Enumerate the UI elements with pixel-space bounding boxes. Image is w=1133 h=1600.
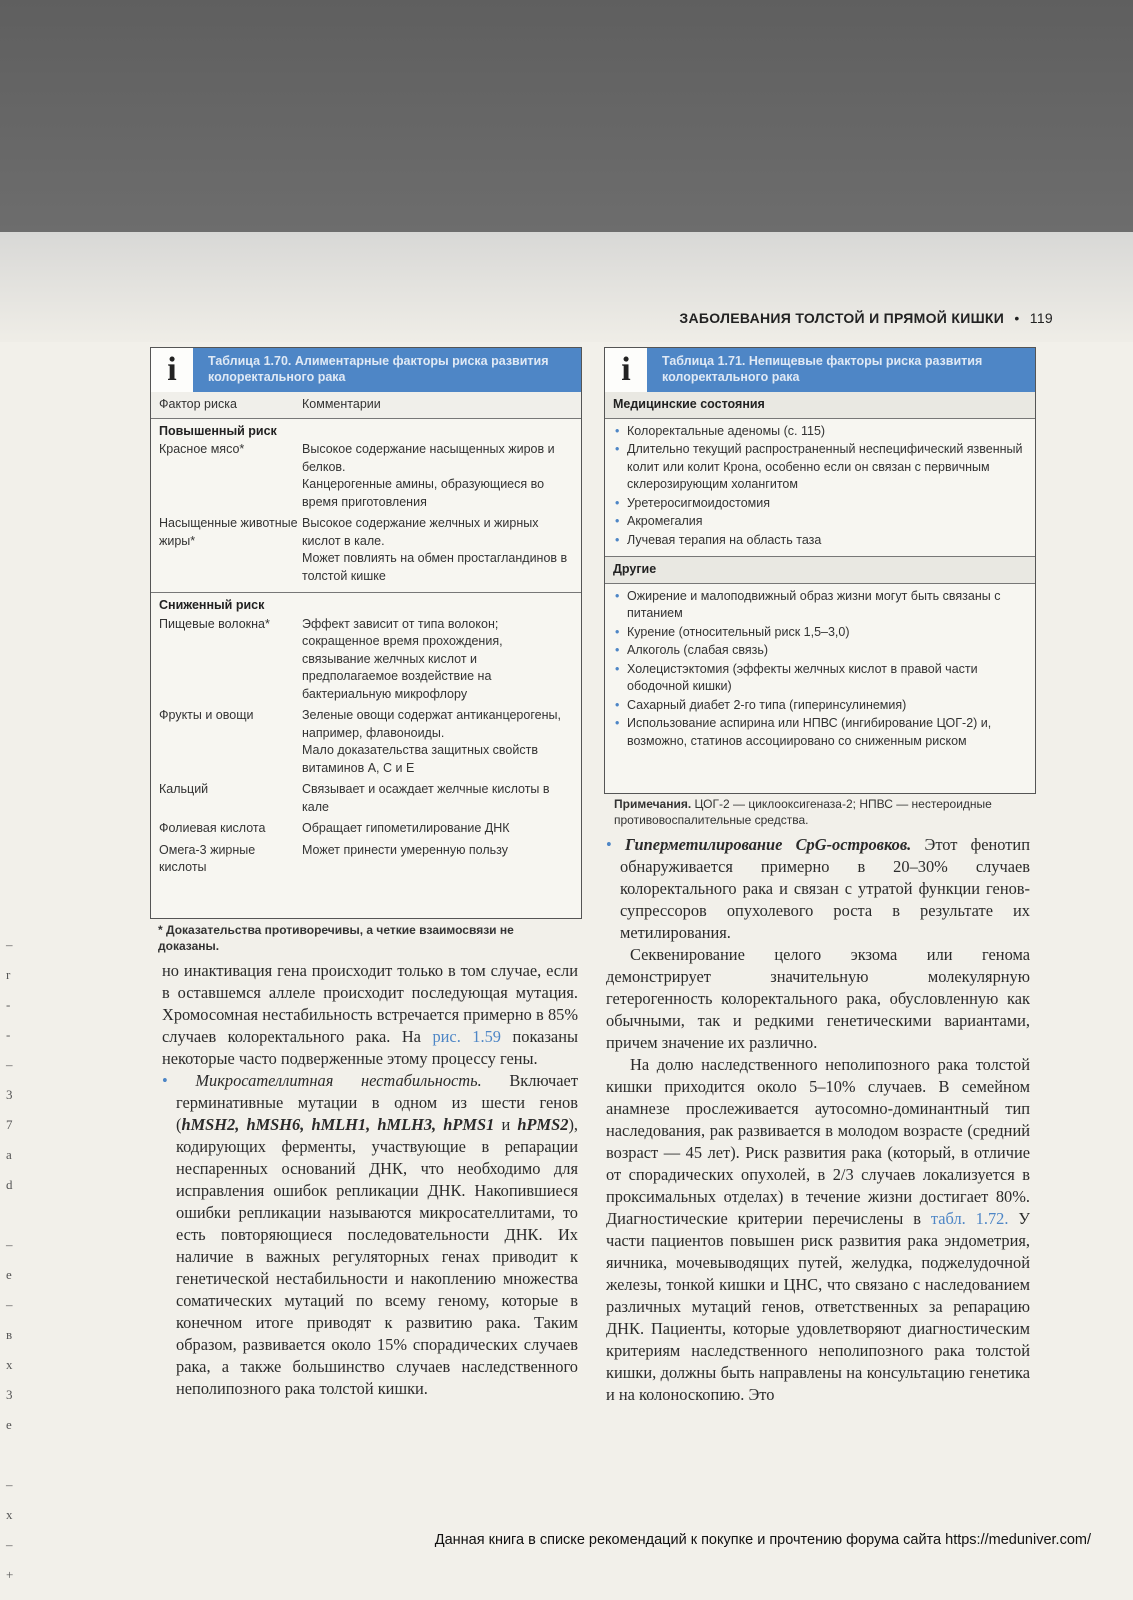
bullet-heading: Гиперметилирование CpG-островков. [624,835,912,854]
section-medical-conditions: Медицинские состояния [605,392,1035,419]
list-item: • Уретеросигмоидостомия [613,495,1027,513]
table-row [151,819,581,841]
bullet-icon: • [606,835,625,854]
margin-mark: – [6,1057,13,1072]
cell-comment: Обращает гипометилирование ДНК [302,821,510,835]
margin-mark: r [6,967,11,982]
table-alimentary-factors [150,347,582,919]
cell-comment: Высокое содержание желчных и жирных кислот в кале. Может повлиять на обмен простагландинов в толстой кишке [302,516,568,583]
right-column-text [606,834,1030,1406]
table-row [151,841,581,880]
bullet-icon: • [162,1071,196,1090]
table-row [151,440,581,514]
table-row [151,706,581,780]
paragraph [162,960,578,1070]
table-title: Таблица 1.71. Непищевые факторы риска развития колоректального рака [662,354,983,384]
running-title: ЗАБОЛЕВАНИЯ ТОЛСТОЙ И ПРЯМОЙ КИШКИ [679,310,1005,326]
header-separator: • [1014,310,1020,326]
margin-mark: + [6,1567,14,1582]
margin-mark: – [6,1297,13,1312]
column-header-comment: Комментарии [302,397,381,411]
list-item: • Использование аспирина или НПВС (ингибирование ЦОГ-2) и, возможно, статинов ассоциировано со сниженным риском [613,715,1027,750]
cell-factor: Омега-3 жирные кислоты [159,842,256,874]
cell-factor: Пищевые волокна* [159,616,270,631]
list-item: • Курение (относительный риск 1,5–3,0) [613,624,1027,642]
margin-mark [6,1440,13,1470]
text-span: Включает герминативные мутации в одном из шести генов ( [176,1071,578,1134]
section-other: Другие [605,556,1035,584]
notes-label: Примечания. [614,797,692,811]
margin-mark: e [6,1267,12,1282]
site-note: Данная книга в списке рекомендаций к покупке и прочтению форума сайта https://meduniver.com/ [434,1532,1091,1548]
info-icon: i [151,348,194,392]
table-title: Таблица 1.70. Алиментарные факторы риска развития колоректального рака [208,354,549,384]
margin-mark: a [6,1147,12,1162]
list-item: • Ожирение и малоподвижный образ жизни могут быть связаны с питанием [613,588,1027,623]
table-row [151,514,581,588]
text-span: Этот фенотип обнаруживается примерно в 20–30% случаев колоректального рака и связан с утратой функции генов-супрессоров опухолевого роста в результате их метилирования. [620,835,1030,942]
list-item: • Акромегалия [613,513,1027,531]
section-increased-risk: Повышенный риск [159,423,277,438]
figure-link[interactable]: рис. 1.59 [432,1027,501,1046]
margin-mark: – [6,1537,13,1552]
paragraph [606,1054,1030,1406]
margin-mark: – [6,937,13,952]
margin-mark: в [6,1327,13,1342]
column-header-factor: Фактор риска [159,397,237,411]
gene-name: hPMS2 [517,1115,569,1134]
margin-mark: d [6,1177,13,1192]
margin-mark: – [6,1477,13,1492]
cell-comment: Зеленые овощи содержат антиканцерогены, например, флавоноиды. Мало доказательства защитных свойств витаминов А, С и Е [302,708,561,775]
list-item: • Лучевая терапия на область таза [613,532,1027,550]
text-span: ), кодирующих ферменты, участвующие в репарации неспаренных оснований ДНК, что необходимо для исправления ошибок репликации ДНК. Накопившиеся ошибки репликации называются микросателлитами, то есть повторяющиеся последовательности ДНК. Их наличие в важных регуляторных генах приводит к генетической нестабильности и накоплению множества соматических мутаций по всему геному, которые в конечном итоге приводят к развитию рака. Таким образом, развивается около 15% спорадических случаев рака, а также большинство случаев наследственного неполипозного рака толстой кишки. [176,1115,578,1398]
page-number: 119 [1029,310,1053,326]
scan-top-band [0,0,1133,232]
margin-mark: 3 [6,1387,13,1402]
table-header [605,348,1035,392]
cell-factor: Насыщенные животные жиры* [159,516,298,548]
margin-mark: - [6,1027,11,1042]
text-span: но инактивация гена происходит только в том случае, если в оставшемся аллеле происходит последующая мутация. Хромосомная нестабильность встречается примерно в 85% случаев колоректального рака. На [162,961,578,1046]
list-item: • Колоректальные аденомы (с. 115) [613,423,1027,441]
list-other [605,584,1035,758]
cell-factor: Красное мясо* [159,442,245,456]
margin-mark: – [6,1237,13,1252]
notes-text: ЦОГ-2 — циклооксигеназа-2; НПВС — нестероидные противовоспалительные средства. [614,797,992,827]
list-item: • Алкоголь (слабая связь) [613,642,1027,660]
margin-mark [6,1200,13,1230]
margin-mark: - [6,997,11,1012]
gene-list: hMSH2, hMSH6, hMLH1, hMLH3, hPMS1 [181,1115,495,1134]
cell-comment: Эффект зависит от типа волокон; сокращенное время прохождения, связывание желчных кислот и предполагаемое воздействие на бактериальную микрофлору [302,616,503,701]
info-icon: i [605,348,648,392]
bullet-paragraph [606,834,1030,944]
table-header [151,348,581,392]
text-span: На долю наследственного неполипозного рака толстой кишки приходится около 5–10% случаев. В семейном анамнезе прослеживается аутосомно-доминантный тип наследования, рак развивается в молодом возрасте (средний возраст — 45 лет). Риск развития рака (который, в отличие от спорадических опухолей, в 2/3 случаев локализуется в проксимальных отделах) в течение жизни достигает 80%. Диагностические критерии перечислены в [606,1055,1030,1228]
section-decreased-risk: Сниженный риск [159,598,265,612]
list-medical [605,419,1035,557]
cell-factor: Фолиевая кислота [159,821,266,835]
margin-mark: x [6,1357,13,1372]
table-link[interactable]: табл. 1.72. [930,1209,1009,1228]
table-row [151,615,581,707]
margin-mark: 7 [6,1117,13,1132]
running-header [679,310,1053,326]
column-headers [151,392,581,419]
list-item: • Холецистэктомия (эффекты желчных кислот в правой части ободочной кишки) [613,661,1027,696]
text-span: и [501,1115,511,1134]
list-item: • Длительно текущий распространенный неспецифический язвенный колит или колит Крона, особенно если он связан с первичным склерозирующим холангитом [613,441,1027,494]
bullet-paragraph [162,1070,578,1400]
table-non-dietary-factors [604,347,1036,794]
rows-increased [151,440,581,588]
left-column-text [162,960,578,1400]
margin-mark: 3 [6,1087,13,1102]
margin-mark: e [6,1417,12,1432]
table-notes [614,796,1030,828]
list-item: • Сахарный диабет 2-го типа (гиперинсулинемия) [613,697,1027,715]
text-span: показаны некоторые часто подверженные этому процессу гены. [162,1027,578,1068]
table-row [151,780,581,819]
text-span: У части пациентов повышен риск развития рака эндометрия, яичника, мочевыводящих путей, желудка, поджелудочной железы, тонкой кишки и ЦНС, что связано с наследованием различных мутаций генов, ответственных за репарацию ДНК. Пациенты, которые удовлетворяют диагностическим критериям наследственного неполипозного рака толстой кишки, должны быть направлены на консультацию генетика и на колоноскопию. Это [606,1209,1030,1404]
margin-mark: x [6,1507,13,1522]
margin-marks [6,930,13,1590]
cell-comment: Может принести умеренную пользу [302,842,509,857]
bullet-heading: Микросателлитная нестабильность. [195,1071,482,1090]
cell-comment: Связывает и осаждает желчные кислоты в кале [302,782,550,814]
cell-comment: Высокое содержание насыщенных жиров и белков. Канцерогенные амины, образующиеся во время приготовления [302,442,555,509]
table-footnote: * Доказательства противоречивы, а четкие взаимосвязи не доказаны. [158,923,514,953]
rows-decreased [151,615,581,880]
cell-factor: Кальций [159,782,209,796]
paragraph: Секвенирование целого экзома или генома демонстрирует значительную молекулярную гетерогенность колоректального рака, обусловленную как обычными, так и редкими генетическими вариантами, причем значение их различно. [606,945,1030,1052]
cell-factor: Фрукты и овощи [159,708,254,722]
